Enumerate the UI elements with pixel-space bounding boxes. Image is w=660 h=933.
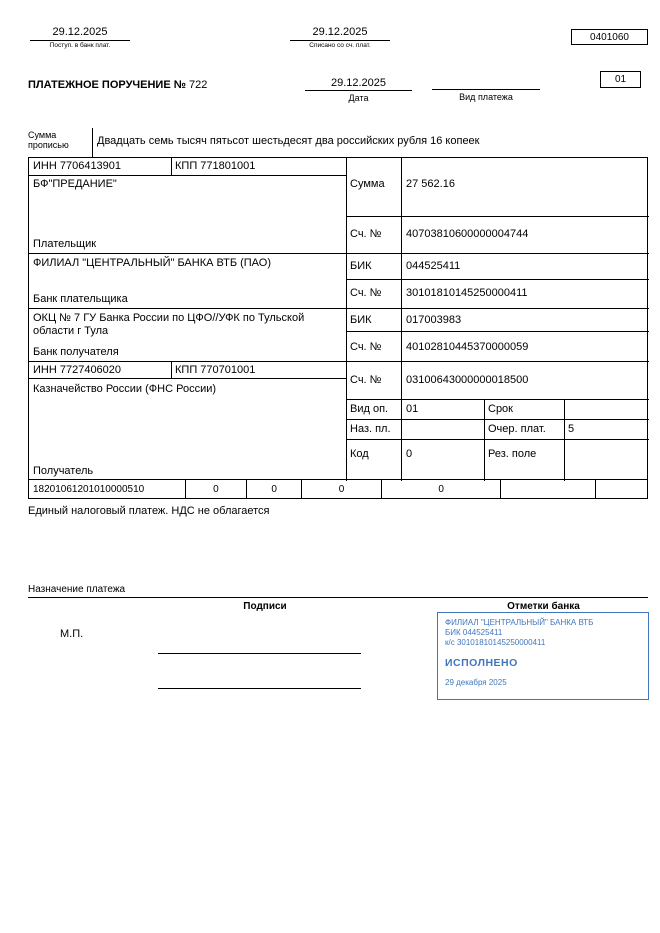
payer-kpp: КПП 771801001 — [175, 160, 256, 172]
payee-caption: Получатель — [33, 465, 94, 477]
payer-bank-bik-label: БИК — [350, 260, 372, 272]
payer-caption: Плательщик — [33, 238, 97, 250]
received-date: 29.12.2025 — [30, 26, 130, 41]
oktmo-field: 0 — [186, 480, 248, 498]
table-line — [484, 399, 485, 481]
doc-number-field: 0 — [382, 480, 502, 498]
doc-date-field — [501, 480, 596, 498]
purpose-text: Единый налоговый платеж. НДС не облагается — [28, 505, 270, 517]
priority-value: 5 — [568, 423, 575, 435]
amount-label: Сумма — [350, 178, 385, 190]
document-title — [28, 79, 207, 92]
payer-bank-caption: Банк плательщика — [33, 293, 128, 305]
document-date: 29.12.2025 — [305, 77, 412, 91]
basis-field: 0 — [247, 480, 302, 498]
op-type-label: Вид оп. — [350, 403, 389, 415]
table-line — [346, 399, 649, 400]
payee-kpp: КПП 770701001 — [175, 364, 256, 376]
payment-kind-field — [596, 480, 647, 498]
payer-bank-account-value: 30101810145250000411 — [406, 287, 528, 299]
period-field: 0 — [302, 480, 382, 498]
debited-date-block — [290, 26, 390, 49]
term-label: Срок — [488, 403, 513, 415]
payment-type-block — [432, 77, 540, 102]
debited-date: 29.12.2025 — [290, 26, 390, 41]
purpose-code-label: Наз. пл. — [350, 423, 391, 435]
priority-label: Очер. плат. — [488, 423, 546, 435]
received-date-caption: Поступ. в банк плат. — [49, 42, 111, 49]
payment-table — [28, 157, 648, 480]
payee-bank-bik-value: 017003983 — [406, 314, 462, 326]
document-date-block — [305, 77, 412, 103]
payee-bank-bik-label: БИК — [350, 314, 372, 326]
signature-line-2 — [158, 688, 361, 689]
payer-account-value: 40703810600000004744 — [406, 228, 529, 240]
signatures-caption: Подписи — [243, 601, 287, 612]
payee-bank-account-label: Сч. № — [350, 341, 382, 353]
payee-bank-caption: Банк получателя — [33, 346, 119, 358]
debited-date-caption: Списано со сч. плат. — [309, 42, 371, 49]
payer-bank-name: ФИЛИАЛ "ЦЕНТРАЛЬНЫЙ" БАНКА ВТБ (ПАО) — [33, 257, 271, 269]
payee-name: Казначейство России (ФНС России) — [33, 383, 217, 395]
table-line — [29, 253, 649, 254]
table-line — [346, 279, 649, 280]
payee-bank-account-value: 40102810445370000059 — [406, 341, 529, 353]
code-value: 0 — [406, 448, 413, 460]
payee-account-value: 03100643000000018500 — [406, 374, 529, 386]
amount-value: 27 562.16 — [406, 178, 455, 190]
payer-name: БФ"ПРЕДАНИЕ" — [33, 178, 117, 190]
form-code-box: 0401060 — [571, 29, 648, 45]
document-date-caption: Дата — [348, 93, 369, 103]
table-line — [346, 439, 649, 440]
payer-bank-account-label: Сч. № — [350, 287, 382, 299]
stamp-date: 29 декабря 2025 — [445, 678, 507, 687]
purpose-divider — [28, 597, 648, 598]
mp-label: М.П. — [60, 628, 84, 640]
amount-words-divider — [92, 128, 93, 157]
reserve-field-label: Рез. поле — [488, 448, 537, 460]
stamp-status: ИСПОЛНЕНО — [445, 657, 518, 669]
table-line — [29, 361, 649, 362]
table-line — [171, 361, 172, 378]
stamp-corr-account: к/с 30101810145250000411 — [445, 638, 546, 647]
amount-words-caption: Сумма прописью — [28, 130, 69, 150]
table-line — [346, 158, 347, 481]
payer-account-label: Сч. № — [350, 228, 382, 240]
table-line — [346, 216, 649, 217]
purpose-caption: Назначение платежа — [28, 584, 126, 595]
payee-bank-name: ОКЦ № 7 ГУ Банка России по ЦФО//УФК по Тульской области г Тула — [33, 312, 305, 337]
received-date-block — [30, 26, 130, 49]
budget-fields-row — [28, 480, 648, 499]
bank-marks-caption: Отметки банка — [507, 601, 580, 612]
table-line — [564, 399, 565, 481]
table-line — [29, 175, 346, 176]
code-label: Код — [350, 448, 369, 460]
document-title-text: ПЛАТЕЖНОЕ ПОРУЧЕНИЕ № — [28, 79, 186, 91]
table-line — [171, 158, 172, 175]
document-number: 722 — [189, 79, 208, 91]
signature-line-1 — [158, 653, 361, 654]
payee-account-label: Сч. № — [350, 374, 382, 386]
amount-words-text: Двадцать семь тысяч пятьсот шестьдесят два российских рубля 16 копеек — [97, 135, 480, 147]
table-line — [346, 331, 649, 332]
table-line — [346, 419, 649, 420]
payee-inn: ИНН 7727406020 — [33, 364, 122, 376]
op-type-value: 01 — [406, 403, 419, 415]
bank-stamp — [437, 612, 649, 700]
table-line — [29, 308, 649, 309]
payer-inn: ИНН 7706413901 — [33, 160, 122, 172]
stamp-bank-name: ФИЛИАЛ "ЦЕНТРАЛЬНЫЙ" БАНКА ВТБ — [445, 618, 594, 627]
table-line — [401, 158, 402, 481]
payment-type-value — [432, 77, 540, 90]
payment-type-caption: Вид платежа — [459, 92, 513, 102]
payer-status-box: 01 — [600, 71, 641, 88]
payer-bank-bik-value: 044525411 — [406, 260, 461, 272]
kbk-field: 18201061201010000510 — [29, 480, 186, 498]
table-line — [29, 378, 346, 379]
stamp-bik: БИК 044525411 — [445, 628, 503, 637]
